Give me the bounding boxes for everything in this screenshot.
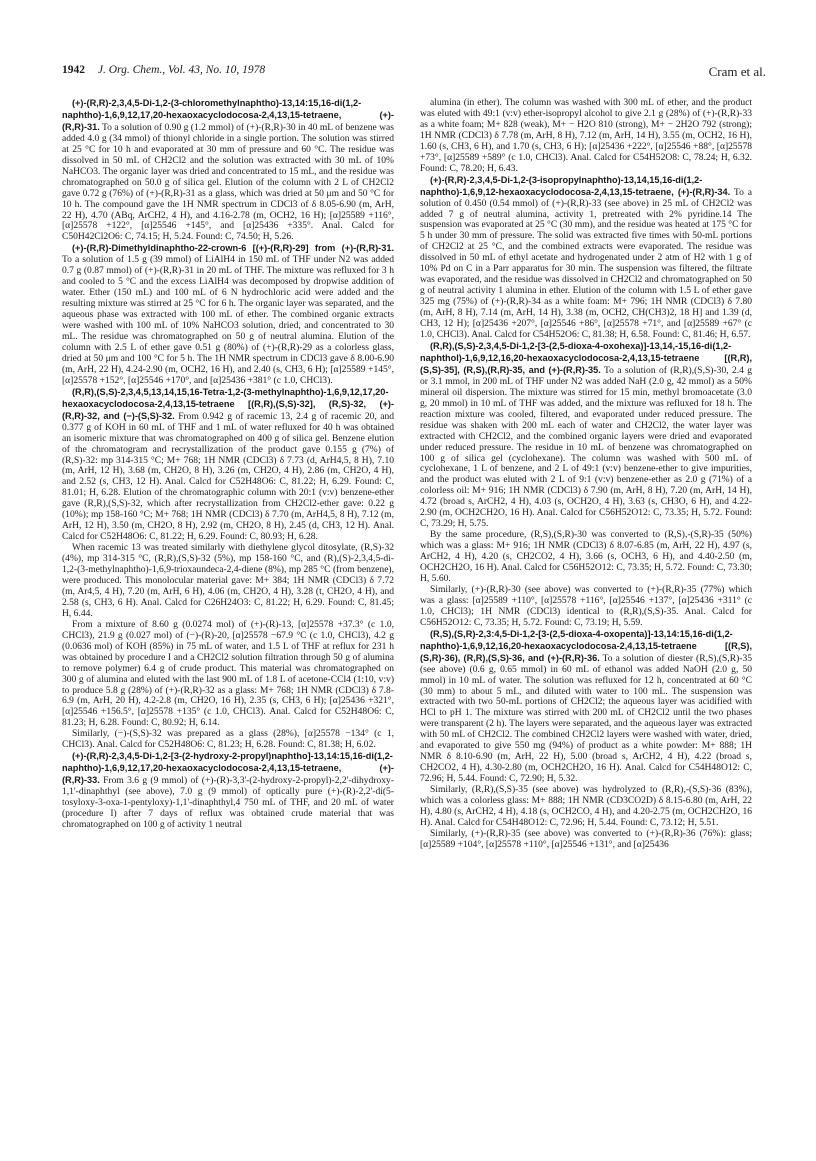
paragraph-heading: (R,R),(S,S)-2,3,4,5-Di-1,2-[3-(2,5-dioxa-4-oxohexa)]-13,14,-15,16-di(1,2-naphthol)-1,6,9,12,16,20-hexaoxacyclodocosa-2,4,13,15-tetraene [(R,R),(S,S)-35], (R,S),(R,R)-35, and (+)-(R,R)-35. (420, 340, 752, 375)
paragraph-text: Similarly, (+)-(R,R)-30 (see above) was converted to (+)-(R,R)-35 (77%) which was a glass: [α]25589 +110°, [α]25578 +116°, [α]25546 +137°, [α]25436 +311° (c 1.0, CHCl3); 1H NMR (CDCl3) identical to (R,R),(S,S)-35. Anal. Calcd for C56H52O12: C, 73.35; H, 5.72. Found: C, 73.19; H, 5.59. (420, 583, 752, 628)
paragraph (420, 341, 752, 530)
paragraph (62, 620, 394, 730)
paragraph (62, 243, 394, 386)
paragraph-text: alumina (in ether). The column was washed with 300 mL of ether, and the product was eluted with 49:1 (v:v) ether-isopropyl alcohol to give 2.1 g (28%) of (+)-(R,R)-33 as a white foam; M+ 828 (weak), M+ − H2O 810 (strong), M+ − 2H2O 792 (strong); 1H NMR (CDCl3) δ 7.78 (m, ArH, 8 H), 7.12 (m, ArH, 14 H), 3.55 (m, OCH2, 16 H), 1.60 (s, CH3, 6 H), and 1.70 (s, CH3, 6 H); [α]25436 +222°, [α]25546 +88°, [α]25578 +73°, [α]25589 +589° (c 1.0, CHCl3). Anal. Calcd for C54H52O8: C, 78.24; H, 6.32. Found: C, 78.20; H, 6.43. (420, 98, 752, 174)
right-column (420, 98, 752, 1138)
paragraph-heading: (R,S),(S,R)-2,3:4,5-Di-1,2-[3-(2,5-dioxa-4-oxopenta)]-13,14:15,16-di(1,2-naphtho)-1,6,9,12,16,20-hexaoxacyclodocosa-2,4,13,15-tetraene [(R,S),(S,R)-36), (R,R),(S,S)-36, and (+)-(R,R)-36. (420, 628, 752, 663)
paragraph (420, 175, 752, 341)
paragraph (420, 530, 752, 585)
paragraph-text: To a solution of (R,R),(S,S)-30, 2.4 g or 3.1 mmol, in 200 mL of THF under N2 was added NaH (2.0 g, 42 mmol) as a 50% mineral oil dispersion. The mixture was stirred for 15 min, methyl bromoacetate (3.0 g, 20 mmol) in 10 mL of THF was added, and the mixture was refluxed for 18 h. The reaction mixture was cooled, filtered, and evaporated under reduced pressure. The residue was shaken with 200 mL each of water and CH2Cl2, the water layer was extracted with CH2Cl2, and the combined organic layers were dried and evaporated under reduced pressure. The residue in 10 mL of benzene was chromatographed on 100 g of silica gel (cyclohexane). The column was washed with 500 mL of cyclohexane, 1 L of benzene, and 2 L of 49:1 (v:v) benzene-ether to give impurities, and the product was eluted with 2 L of 9:1 (v:v) benzene-ether as 2.0 g (71%) of a colorless oil: M+ 916; 1H NMR (CDCl3) δ 7.90 (m, ArH, 8 H), 7.20 (m, ArH, 14 H), 4.72 (broad s, ArCH2, 4 H), 4.03 (s, OCH2O, 4 H), 3.63 (s, CH3O, 6 H), and 4.22-2.90 (m, OCH2CH2O, 16 H). Anal. Calcd for C56H52O12: C, 73.35; H, 5.72. Found: C, 73.29; H, 5.75. (420, 364, 752, 530)
paragraph-heading: (+)-(R,R)-Dimethyldinaphtho-22-crown-6 [(+)-(R,R)-29] from (+)-(R,R)-31. (72, 243, 394, 254)
paragraph-text: When racemic 13 was treated similarly with diethylene glycol ditosylate, (R,S)-32 (4%), mp 314-315 °C, (R,R),(S,S)-32 (5%), mp 158-160 °C, and (R),(S)-2,3,4,5-di-1,2-(3-methylnaphtho)-1,6,9-trioxaundeca-2,4-diene (8%), mp 285 °C (from benzene), were produced. This monolocular material gave: M+ 384; 1H NMR (CDCl3) δ 7.72 (m, Ar4,5, 4 H), 7.20 (m, ArH, 6 H), 4.06 (m, CH2O, 4 H), 3.28 (t, CH2O, 4 H), and 2.58 (s, CH3, 6 H). Anal. Calcd for C26H24O3: C, 81.22; H, 6.29. Found: C, 81.45; H, 6.44. (62, 542, 394, 619)
paragraph (420, 585, 752, 629)
paragraph-text: To a solution of 1.5 g (39 mmol) of LiAlH4 in 150 mL of THF under N2 was added 0.7 g (0.87 mmol) of (+)-(R,R)-31 in 20 mL of THF. The mixture was refluxed for 3 h and cooled to 5 °C and the excess LiAlH4 was decomposed by dropwise addition of water. Ether (150 mL) and 100 mL of 6 N hydrochloric acid were added and the resulting mixture was stirred at 25 °C for 6 h. The organic layer was separated, and the aqueous phase was extracted with 100 mL of ether. The combined organic extracts were washed with 100 mL of 10% NaHCO3 solution, dried, and concentrated to 30 mL. The residue was chromatographed on 50 g of neutral alumina. Elution of the column with 2.5 L of ether gave 0.51 g (80%) of (+)-(R,R)-29 as a colorless glass, dried at 50 μm and 100 °C for 5 h. The 1H NMR spectrum in CDCl3 gave δ 8.00-6.90 (m, ArH, 22 H), 4.24-2.90 (m, OCH2, 16 H), and 2.40 (s, CH3, 6 H); [α]25589 +145°, [α]25578 +152°, [α]25546 +170°, and [α]25436 +381° (c 1.0, CHCl3). (62, 254, 394, 386)
paragraph-heading: (R,R),(S,S)-2,3,4,5,13,14,15,16-Tetra-1,2-(3-methylnaphtho)-1,6,9,12,17,20-hexaoxacyclodocosa-2,4,13,15-tetraene [(R,R),(S,S)-32], (R,S)-32, (+)-(R,R)-32, and (−)-(S,S)-32. (62, 386, 394, 421)
paragraph-text: To a solution of 0.90 g (1.2 mmol) of (+)-(R,R)-30 in 40 mL of benzene was added 4.0 g (34 mmol) of thionyl chloride in a single portion. The solution was stirred at 25 °C for 10 h and evaporated at 30 mm of pressure and 60 °C. The residue was dissolved in 50 mL of CH2Cl2 and the solution was extracted with 30 mL of 10% NaHCO3. The organic layer was dried and concentrated to 15 mL, and the residue was chromatographed on 50.0 g of silica gel. Elution of the column with 2 L of CH2Cl2 gave 0.72 g (76%) of (+)-(R,R)-31 as a glass, which was dried at 50 μm and 50 °C for 10 h. The compound gave the 1H NMR spectrum in CDCl3 of δ 8.05-6.90 (m, ArH, 22 H), 4.70 (ABq, ArCH2, 4 H), and 4.16-2.78 (m, OCH2, 16 H); [α]25589 +116°, [α]25578 +122°, [α]25546 +145°, and [α]25436 +335°. Anal. Calcd for C50H42Cl2O6: C, 74.15; H, 5.24. Found: C, 74.50; H, 5.26. (62, 121, 394, 243)
paragraph (62, 387, 394, 543)
paragraph-heading: (+)-(R,R)-2,3,4,5-Di-1,2-(3-isopropylnaphtho)-13,14,15,16-di(1,2-naphtho)-1,6,9,12-hexaoxacyclodocosa-2,4,13,15-tetraene, (+)-(R,R)-34. (420, 174, 731, 197)
paragraph (420, 98, 752, 175)
paragraph-text: Similarly, (+)-(R,R)-35 (see above) was converted to (+)-(R,R)-36 (76%): glass; [α]25589 +104°, [α]25578 +110°, [α]25546 +131°, and [α]25436 (420, 827, 752, 850)
paragraph (420, 785, 752, 829)
paragraph-text: By the same procedure, (R,S),(S,R)-30 was converted to (R,S),-(S,R)-35 (50%) which was a glass: M+ 916; 1H NMR (CDCl3) δ 8.07-6.85 (m, ArH, 22 H), 4.97 (s, ArCH2, 4 H), 4.20 (s, CH2CO2, 4 H), 3.66 (s, OCH3, 6 H), and 4.40-2.50 (m, OCH2CH2O, 16 H). Anal. Calcd for C56H52O12: C, 73.35; H, 5.72. Found: C, 73.30; H, 5.60. (420, 529, 752, 584)
page-header (62, 64, 766, 82)
paragraph-text: Similarly, (−)-(S,S)-32 was prepared as a glass (28%), [α]25578 −134° (c 1, CHCl3). Anal. Calcd for C52H48O6: C, 81.23; H, 6.28. Found: C, 81.38; H, 6.02. (62, 728, 394, 751)
paragraph-text: To a solution of diester (R,S),(S,R)-35 (see above) (0.6 g, 0.65 mmol) in 60 mL of ethanol was added NaOH (2.0 g, 50 mmol) in 10 mL of water. The solution was refluxed for 12 h, concentrated at 60 °C (30 mm) to about 5 mL, and diluted with water to 100 mL. The suspension was extracted with two 50-mL portions of CH2Cl2; the aqueous layer was acidified with HCl to pH 1. The mixture was stirred with 200 mL of CH2Cl2 until the two phases were transparent (2 h). The layers were separated, and the aqueous layer was extracted with 50 mL of CH2Cl2. The combined CH2Cl2 layers were washed with water, dried, and evaporated to give 550 mg (94%) of product as a white powder: M+ 888; 1H NMR δ 8.10-6.90 (m, ArH, 22 H), 5.00 (broad s, ArCH2, 4 H), 4.22 (broad s, CH2CO2, 4 H), 4.30-2.80 (m, OCH2CH2O, 16 H). Anal. Calcd for C54H48O12: C, 72.96; H, 5.44. Found: C, 72.90; H, 5.32. (420, 652, 752, 785)
running-author: Cram et al. (708, 64, 766, 79)
paragraph (62, 98, 394, 243)
paragraph (62, 729, 394, 751)
paragraph (420, 629, 752, 785)
paragraph-text: From 3.6 g (9 mmol) of (+)-(R)-3,3'-(2-hydroxy-2-propyl)-2,2'-dihydroxy-1,1'-dinaphthyl (see above), 7.0 g (9 mmol) of optically pure (+)-(R)-2,2'-di(5-tosyloxy-3-oxa-1-pentyloxy)-1,1'-dinaphthyl,4 750 mL of THF, and 20 mL of water (procedure I) after 7 days of reflux was obtained crude material that was chromatographed on 100 g of activity 1 neutral (62, 775, 394, 830)
paragraph-text: To a solution of 0.450 (0.54 mmol) of (+)-(R,R)-33 (see above) in 25 mL of CH2Cl2 was added 7 g of neutral alumina, activity 1, pretreated with 2% pyridine.14 The suspension was evaporated at 25 °C (30 mm), and the residue was heated at 175 °C for 5 h under 30 mm of pressure. The solid was extracted five times with 50-mL portions of CH2Cl2 at 25 °C, and the combined extracts were evaporated. The residue was dissolved in 50 mL of ethyl acetate and hydrogenated under 2 atm of H2 with 1 g of 10% Pd on C in a Parr apparatus for 30 min. The suspension was filtered, the filtrate was evaporated, and the residue was dissolved in CH2Cl2 and chromatographed on 50 g of neutral activity 1 alumina in ether. Elution of the column with 1.5 L of ether gave 325 mg (75%) of (+)-(R,R)-34 as a white foam: M+ 796; 1H NMR (CDCl3) δ 7.80 (m, ArH, 8 H), 7.14 (m, ArH, 14 H), 3.38 (m, OCH2, CH(CH3)2, 18 H] and 1.39 (d, CH3, 12 H); [α]25436 +207°, [α]25546 +86°, [α]25578 +71°, and [α]25589 +67° (c 1.0, CHCl3). Anal. Calcd for C54H52O6: C, 81.38; H, 6.58. Found: C, 81.46; H, 6.57. (420, 186, 752, 341)
page-number: 1942 (62, 64, 85, 76)
paragraph (62, 543, 394, 620)
paragraph (62, 751, 394, 831)
left-column (62, 98, 394, 1138)
paragraph-heading: (+)-(R,R)-2,3,4,5-Di-1,2-[3-(2-hydroxy-2-propyl)naphtho]-13,14:15,16-di(1,2-naphtho)-1,6,9,12,17,20-hexaoxacyclodocosa-2,4,13,15-tetraene, (+)-(R,R)-33. (62, 751, 394, 786)
paragraph (420, 829, 752, 851)
paragraph-text: From a mixture of 8.60 g (0.0274 mol) of (+)-(R)-13, [α]25578 +37.3° (c 1.0, CHCl3), 21.9 g (0.027 mol) of (−)-(R)-20, [α]25578 −67.9 °C (c 1.0, CHCl3), 4.2 g (0.0636 mol) of KOH (85%) in 75 mL of water, and 1.5 L of THF at reflux for 231 h was obtained by procedure I and a CH2Cl2 solution filtration through 50 g of alumina to remove polymer) 6.4 g of crude product. This material was chromatographed on 300 g of alumina and eluted with the last 900 mL of 1.8 L of acetone-CCl4 (1:10, v:v) to produce 5.8 g (28%) of (+)-(R,R)-32 as a glass: M+ 768; 1H NMR (CDCl3) δ 7.8-6.9 (m, ArH, 20 H), 4.2-2.8 (m, CH2O, 16 H), 2.35 (s, CH3, 6 H); [α]25436 +321°, [α]25546 +156.5°, [α]25578 +135° (c 1.0, CHCl3). Anal. Calcd for C52H48O6: C, 81.23; H, 6.28. Found: C, 80.92; H, 6.14. (62, 618, 394, 729)
paragraph-text: From 0.942 g of racemic 13, 2.4 g of racemic 20, and 0.377 g of KOH in 60 mL of THF and 1 mL of water refluxed for 40 h was obtained an isomeric mixture that was chromatographed on 400 g of silica gel. Benzene elution of the chromatogram and recrystallization of the product gave 0.155 g (7%) of (R,S)-32: mp 314-315 °C; M+ 768; 1H NMR (CDCl3) δ 7.73 (d, ArH4,5, 8 H), 7.10 (m, ArH, 12 H), 3.68 (m, CH2O, 8 H), 3.26 (m, CH2O, 4 H), 2.86 (m, CH2O, 4 H), and 2.52 (s, CH3, 12 H). Anal. Calcd for C52H48O6: C, 81.22; H, 6.29. Found: C, 81.01; H, 6.28. Elution of the chromatographic column with 20:1 (v:v) benzene-ether gave (R,R),(S,S)-32, which after recrystallization from CH2Cl2-ether gave: 0.22 g (10%); mp 158-160 °C; M+ 768; 1H NMR (CDCl3) δ 7.70 (m, ArH4,5, 8 H), 7.12 (m, ArH, 12 H), 3.50 (m, CH2O, 8 H), 2.92 (m, CH2O, 8 H), 2.45 (d, CH3, 12 H). Anal. Calcd for C52H48O6: C, 81.22; H, 6.29. Found: C, 80.93; H, 6.28. (62, 410, 394, 543)
paragraph-text: Similarly, (R,R),(S,S)-35 (see above) was hydrolyzed to (R,R),-(S,S)-36 (83%), which was a colorless glass: M+ 888; 1H NMR (CD3CO2D) δ 8.15-6.80 (m, ArH, 22 H), 4.80 (s, ArCH2, 4 H), 4.18 (s, OCH2CO, 4 H), and 4.20-2.75 (m, OCH2CH2O, 16 H). Anal. Calcd for C54H48O12: C, 72.96; H, 5.44. Found: C, 73.12; H, 5.51. (420, 784, 752, 828)
paragraph-heading: (+)-(R,R)-2,3,4,5-Di-1,2-(3-chloromethylnaphtho)-13,14:15,16-di(1,2-naphtho)-1,6,9,12,17,20-hexaoxacyclodocosa-2,4,13,15-tetraene, (+)-(R,R)-31. (62, 98, 394, 132)
journal-reference: J. Org. Chem., Vol. 43, No. 10, 1978 (97, 64, 266, 76)
